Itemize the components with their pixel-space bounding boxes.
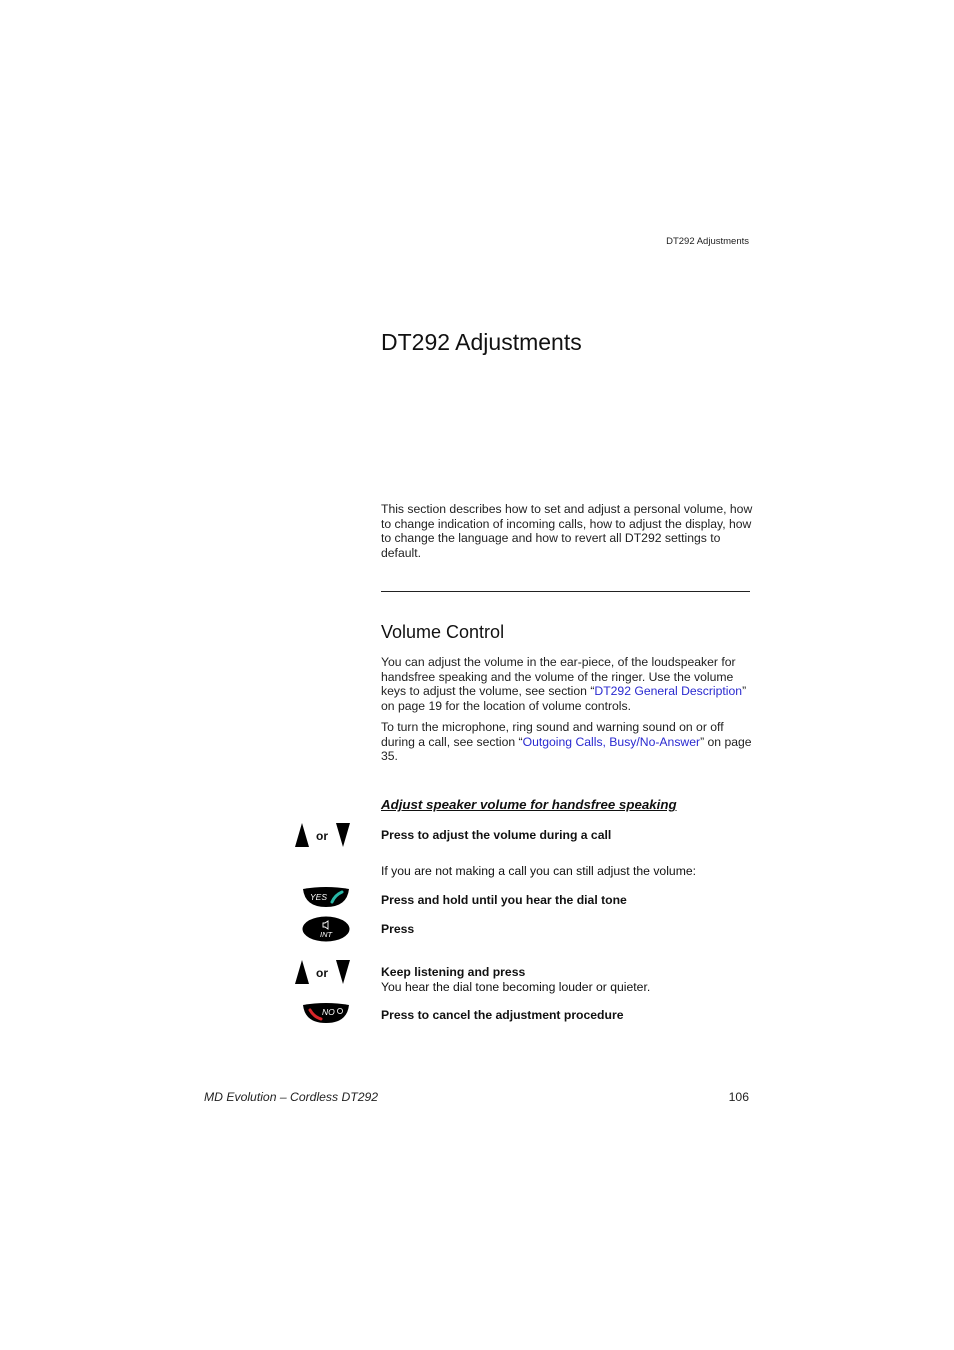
page-title: DT292 Adjustments [381,329,582,355]
no-key-label: NO [322,1007,335,1017]
yes-key-icon [302,886,350,908]
volume-paragraph-1: You can adjust the volume in the ear-piece, of the loudspeaker for handsfree speaking and the volume of the ringer. Use the volume keys to adjust the volume, see section “DT292 General Description” on page 19 for the location of volume controls. [381,655,747,713]
footer-page-number: 106 [728,1090,749,1104]
step-keep-listening-subtext: You hear the dial tone becoming louder or quieter. [381,979,651,994]
link-dt292-general-description[interactable]: DT292 General Description [594,684,743,699]
no-key-icon [302,1002,350,1024]
step-adjust-during-call: Press to adjust the volume during a call [381,828,612,842]
or-label: or [316,829,328,843]
volume-up-key-icon [295,823,309,847]
footer-document-title: MD Evolution – Cordless DT292 [204,1090,379,1104]
step-press: Press [381,922,415,936]
or-label: or [316,966,328,980]
intro-paragraph: This section describes how to set and adjust a personal volume, how to change indication of incoming calls, how to adjust the display, how to change the language and how to revert all DT292 settings to default. [381,502,753,560]
running-header: DT292 Adjustments [666,236,749,247]
step-keep-listening: Keep listening and press You hear the dial tone becoming louder or quieter. [381,965,651,994]
section-divider [381,591,750,592]
volume-down-key-icon [336,960,350,984]
int-key-icon [302,916,350,942]
step-cancel-adjustment: Press to cancel the adjustment procedure [381,1008,624,1022]
volume-down-key-icon [336,823,350,847]
link-outgoing-calls[interactable]: Outgoing Calls, Busy/No-Answer [522,734,701,749]
step-note: If you are not making a call you can still adjust the volume: [381,864,697,878]
section-heading: Volume Control [381,622,505,642]
volume-paragraph-2: To turn the microphone, ring sound and warning sound on or off during a call, see section “Outgoing Calls, Busy/No-Answer” on page 35. [381,720,752,764]
volume-up-key-icon [295,960,309,984]
int-key-label: INT [320,930,333,939]
step-press-hold-dial-tone: Press and hold until you hear the dial tone [381,893,627,907]
yes-key-label: YES [310,892,328,902]
procedure-heading: Adjust speaker volume for handsfree speaking [381,797,677,812]
